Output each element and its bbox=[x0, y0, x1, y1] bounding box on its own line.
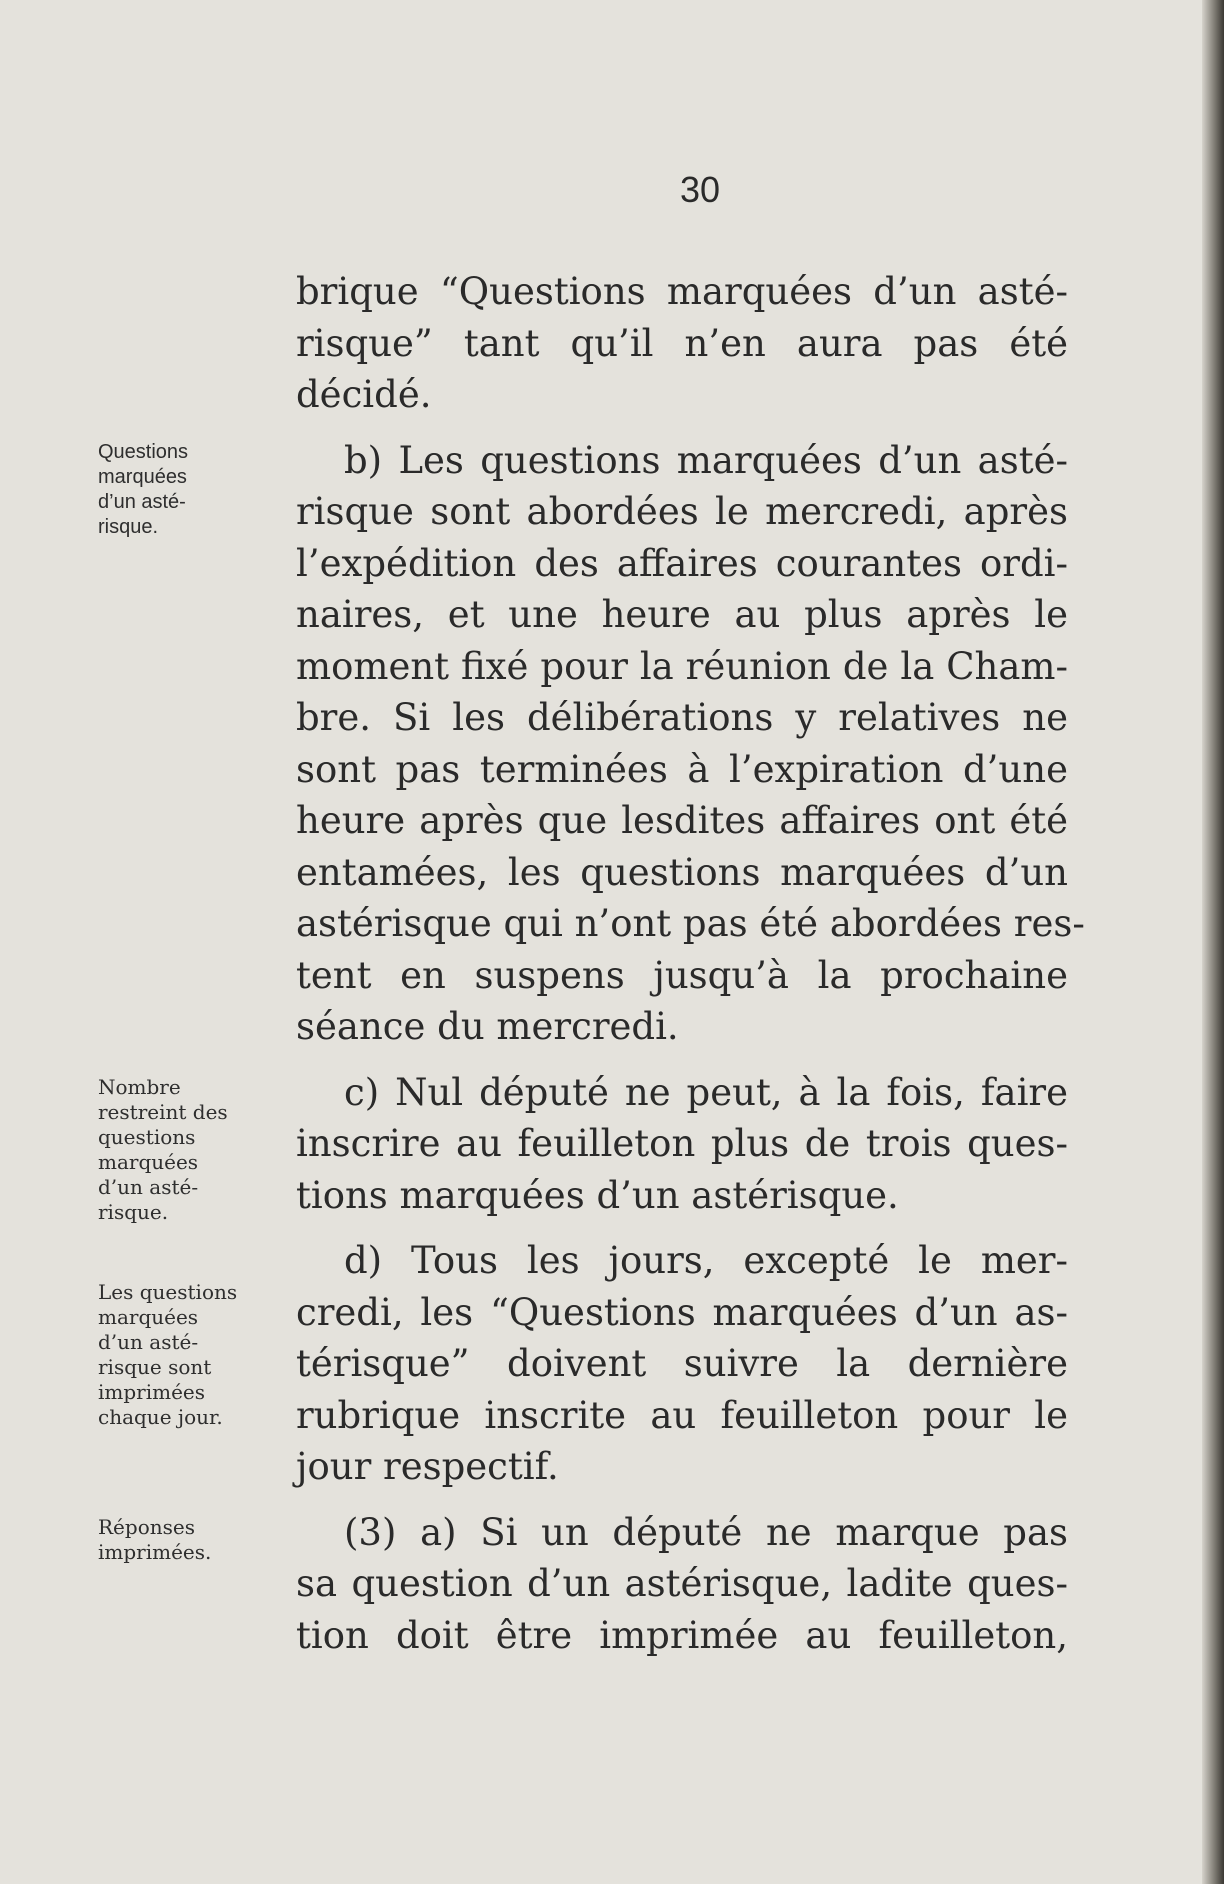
margin-note-line: Questions bbox=[98, 441, 189, 463]
text-line: risque” tant qu’il n’en aura pas été bbox=[296, 321, 1068, 365]
margin-note-line: marquées bbox=[98, 1150, 199, 1174]
margin-note-line: marquées bbox=[98, 1305, 199, 1329]
margin-note-line: imprimées bbox=[98, 1380, 206, 1404]
text-line: rubrique inscrite au feuilleton pour le bbox=[296, 1393, 1068, 1437]
margin-note-line: d’un asté- bbox=[98, 1175, 199, 1199]
paragraph-gap bbox=[296, 421, 1068, 435]
text-line: tion doit être imprimée au feuilleton, bbox=[296, 1613, 1068, 1657]
text-line: sa question d’un astérisque, ladite ques- bbox=[296, 1562, 1068, 1605]
margin-note-line: restreint des bbox=[98, 1100, 228, 1124]
text-line: sont pas terminées à l’expiration d’une bbox=[296, 747, 1068, 791]
text-line: térisque” doivent suivre la dernière bbox=[296, 1342, 1068, 1385]
margin-note-reponses-imprimees bbox=[98, 1515, 278, 1565]
margin-note-line: risque sont bbox=[98, 1355, 212, 1379]
paragraph-gap bbox=[296, 1053, 1068, 1067]
text-line: tions marquées d’un astérisque. bbox=[296, 1173, 899, 1217]
margin-note-line: Réponses bbox=[98, 1515, 195, 1539]
text-line: inscrire au feuilleton plus de trois ques- bbox=[296, 1122, 1068, 1165]
margin-note-line: Nombre bbox=[98, 1075, 181, 1099]
text-line: d) Tous les jours, excepté le mer- bbox=[344, 1239, 1068, 1282]
margin-note-questions-marquees bbox=[98, 440, 278, 540]
paragraph-gap bbox=[296, 1493, 1068, 1507]
text-line: moment fixé pour la réunion de la Cham- bbox=[296, 644, 1068, 688]
margin-note-line: Les questions bbox=[98, 1280, 238, 1304]
text-line: jour respectif. bbox=[296, 1445, 559, 1488]
margin-note-line: marquées bbox=[98, 466, 187, 488]
margin-note-line: d’un asté- bbox=[98, 491, 186, 513]
text-line: séance du mercredi. bbox=[296, 1005, 679, 1048]
margin-note-line: questions bbox=[98, 1125, 196, 1149]
margin-note-line: chaque jour. bbox=[98, 1405, 223, 1429]
page-edge-shadow bbox=[1202, 0, 1224, 1884]
text-line: l’expédition des affaires courantes ordi- bbox=[296, 541, 1068, 585]
margin-note-nombre-restreint bbox=[98, 1075, 278, 1225]
margin-note-line: imprimées. bbox=[98, 1540, 212, 1564]
page-number: 30 bbox=[679, 169, 721, 210]
paragraph-gap bbox=[296, 1221, 1068, 1235]
text-line: b) Les questions marquées d’un asté- bbox=[344, 438, 1068, 482]
text-line: brique “Questions marquées d’un asté- bbox=[296, 270, 1068, 313]
text-line: astérisque qui n’ont pas été abordées res- bbox=[296, 902, 1085, 945]
margin-note-line: d’un asté- bbox=[98, 1330, 199, 1354]
text-line: décidé. bbox=[296, 373, 432, 416]
text-line: naires, et une heure au plus après le bbox=[296, 593, 1068, 636]
text-line: risque sont abordées le mercredi, après bbox=[296, 490, 1068, 533]
main-text-column bbox=[296, 266, 1085, 1661]
text-line: c) Nul député ne peut, à la fois, faire bbox=[344, 1070, 1068, 1114]
margin-note-line: risque. bbox=[98, 516, 159, 538]
margin-note-questions-imprimees bbox=[98, 1280, 278, 1430]
text-line: entamées, les questions marquées d’un bbox=[296, 850, 1068, 894]
margin-note-line: risque. bbox=[98, 1200, 169, 1224]
text-line: credi, les “Questions marquées d’un as- bbox=[296, 1290, 1068, 1334]
text-line: tent en suspens jusqu’à la prochaine bbox=[296, 953, 1068, 997]
text-line: bre. Si les délibérations y relatives ne bbox=[296, 696, 1068, 739]
text-line: (3) a) Si un député ne marque pas bbox=[344, 1510, 1068, 1554]
text-line: heure après que lesdites affaires ont été bbox=[296, 799, 1068, 842]
